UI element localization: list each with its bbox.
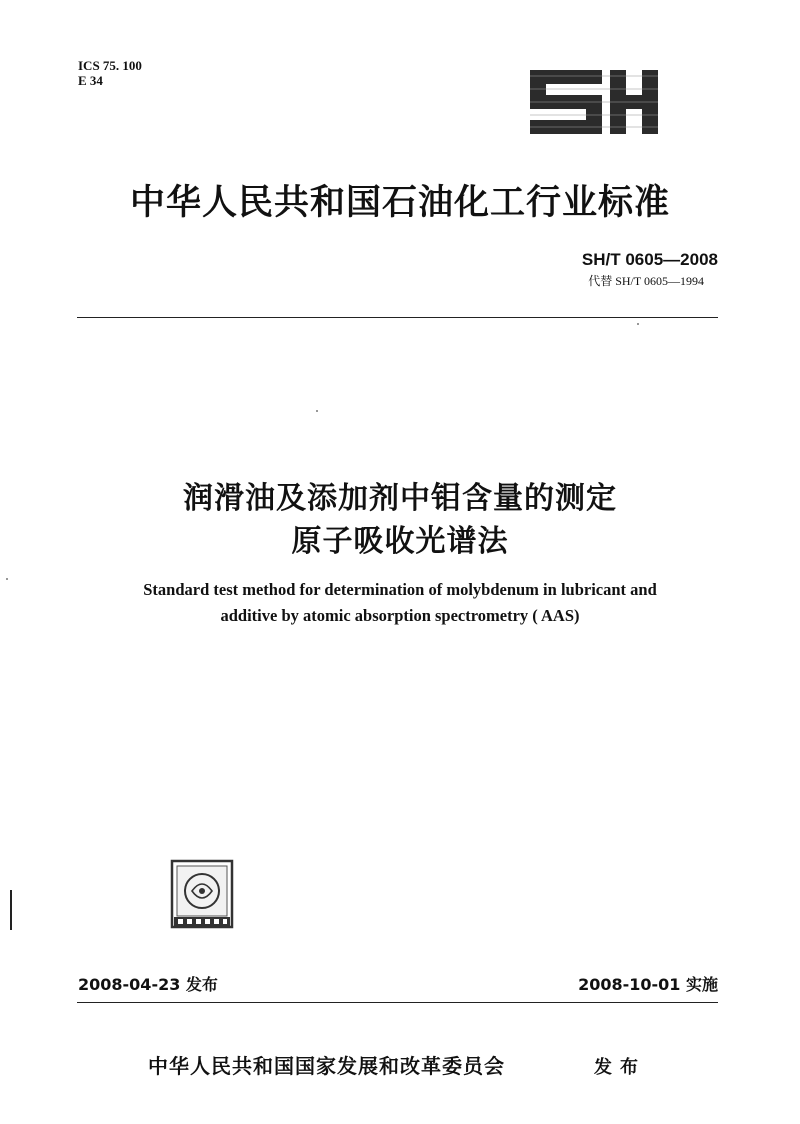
industry-standard-title: 中华人民共和国石油化工行业标准 — [129, 183, 670, 223]
issuing-authority: 中华人民共和国国家发展和改革委员会 — [148, 1054, 505, 1078]
scan-edge-mark — [10, 890, 12, 930]
header-divider — [77, 317, 718, 318]
implementation-date: 2008-10-01 实施 — [578, 975, 718, 994]
footer-divider — [77, 1002, 718, 1003]
classification-codes — [78, 58, 142, 88]
scan-speck — [316, 410, 318, 412]
chinese-title-line-2: 原子吸收光谱法 — [291, 524, 509, 559]
scan-speck — [637, 323, 639, 325]
scan-speck — [6, 578, 8, 580]
issue-date: 2008-04-23 发布 — [78, 975, 218, 994]
standard-code: SH/T 0605—2008 — [581, 250, 718, 269]
ccs-code: E 34 — [78, 73, 103, 88]
certification-stamp — [168, 857, 236, 933]
chinese-title-line-1: 润滑油及添加剂中钼含量的测定 — [183, 481, 617, 516]
replaced-standard: 代替 SH/T 0605—1994 — [588, 274, 704, 288]
ics-code: ICS 75. 100 — [78, 58, 142, 73]
sh-logo — [526, 66, 660, 138]
english-title-line-2: additive by atomic absorption spectrometry ( AAS) — [220, 606, 580, 625]
issue-label: 发布 — [594, 1057, 646, 1078]
english-title-line-1: Standard test method for determination of molybdenum in lubricant and — [143, 580, 657, 599]
